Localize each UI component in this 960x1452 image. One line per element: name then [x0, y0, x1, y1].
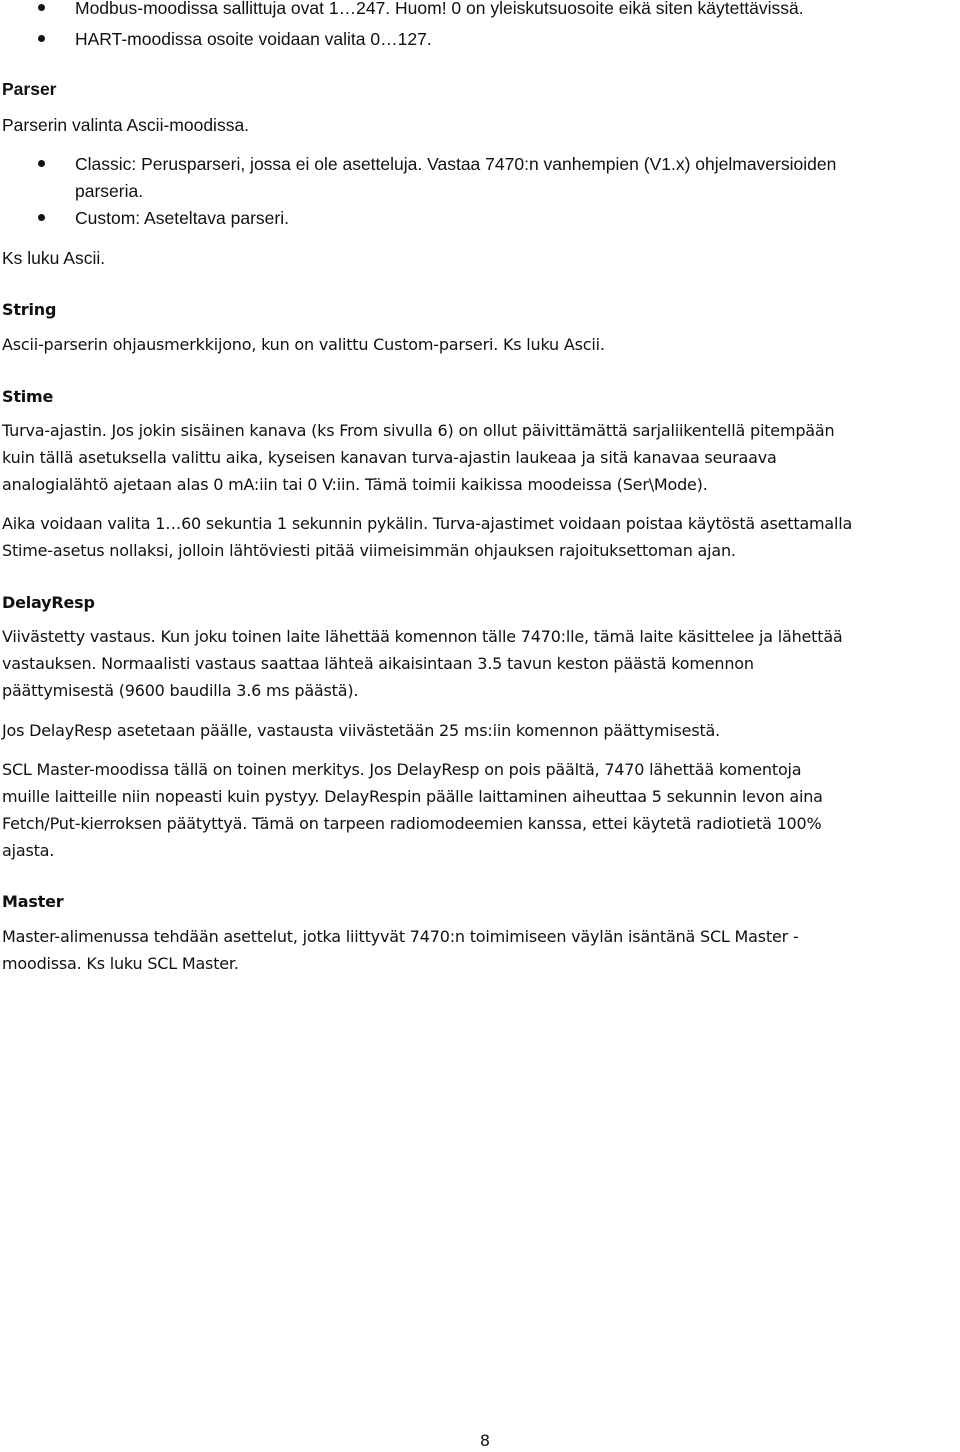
parser-intro: Parserin valinta Ascii-moodissa. — [2, 115, 250, 135]
section-heading-delayresp: DelayResp — [2, 593, 95, 612]
paragraph-line: Fetch/Put-kierroksen päätyttyä. Tämä on tarpeen radiomodeemien kanssa, ettei käytetä radiotietä 100% — [2, 814, 822, 833]
paragraph-line: Master-alimenussa tehdään asettelut, jotka liittyvät 7470:n toimimiseen väylän isäntänä SCL Master - — [2, 927, 799, 946]
paragraph-line: kuin tällä asetuksella valittu aika, kyseisen kanavan turva-ajastin laukeaa ja sitä kanavaa seuraava — [2, 448, 777, 467]
paragraph-line: Turva-ajastin. Jos jokin sisäinen kanava (ks From sivulla 6) on ollut päivittämättä sarjaliikentellä pitempään — [2, 421, 835, 440]
list-item: Classic: Perusparseri, jossa ei ole asetteluja. Vastaa 7470:n vanhempien (V1.x) ohjelmaversioiden — [75, 154, 837, 174]
list-item: HART-moodissa osoite voidaan valita 0…127. — [75, 29, 432, 49]
paragraph-line: päättymisestä (9600 baudilla 3.6 ms päästä). — [2, 681, 359, 700]
bullet-dot — [38, 4, 45, 11]
paragraph-line: moodissa. Ks luku SCL Master. — [2, 954, 239, 973]
paragraph-line: analogialähtö ajetaan alas 0 mA:iin tai 0 V:iin. Tämä toimii kaikissa moodeissa (Ser\Mode). — [2, 475, 708, 494]
list-item: Modbus-moodissa sallittuja ovat 1…247. Huom! 0 on yleiskutsuosoite eikä siten käytettävissä. — [75, 0, 804, 18]
paragraph-line: Aika voidaan valita 1…60 sekuntia 1 sekunnin pykälin. Turva-ajastimet voidaan poistaa käytöstä asettamalla — [2, 514, 853, 533]
parser-reference: Ks luku Ascii. — [2, 248, 106, 268]
paragraph-line: ajasta. — [2, 841, 55, 860]
list-item-continuation: parseria. — [75, 181, 144, 201]
paragraph-line: vastauksen. Normaalisti vastaus saattaa lähteä aikaisintaan 3.5 tavun keston päästä komennon — [2, 654, 754, 673]
paragraph-line: Viivästetty vastaus. Kun joku toinen laite lähettää komennon tälle 7470:lle, tämä laite käsittelee ja lähettää — [2, 627, 843, 646]
section-heading-stime: Stime — [2, 387, 54, 406]
paragraph-line: SCL Master-moodissa tällä on toinen merkitys. Jos DelayResp on pois päältä, 7470 lähettää komentoja — [2, 760, 802, 779]
section-heading-string: String — [2, 300, 57, 319]
paragraph-line: Stime-asetus nollaksi, jolloin lähtöviesti pitää viimeisimmän ohjauksen rajoituksettoman ajan. — [2, 541, 736, 560]
paragraph-line: muille laitteille niin nopeasti kuin pystyy. DelayRespin päälle laittaminen aiheuttaa 5 sekunnin levon aina — [2, 787, 823, 806]
paragraph-line: Jos DelayResp asetetaan päälle, vastausta viivästetään 25 ms:iin komennon päättymisestä. — [2, 721, 721, 740]
bullet-dot — [38, 35, 45, 42]
list-item: Custom: Aseteltava parseri. — [75, 208, 289, 228]
string-text: Ascii-parserin ohjausmerkkijono, kun on valittu Custom-parseri. Ks luku Ascii. — [2, 335, 605, 354]
section-heading-master: Master — [2, 892, 64, 911]
bullet-dot — [38, 214, 45, 221]
bullet-dot — [38, 160, 45, 167]
section-heading-parser: Parser — [2, 79, 57, 99]
page-number: 8 — [479, 1431, 491, 1450]
